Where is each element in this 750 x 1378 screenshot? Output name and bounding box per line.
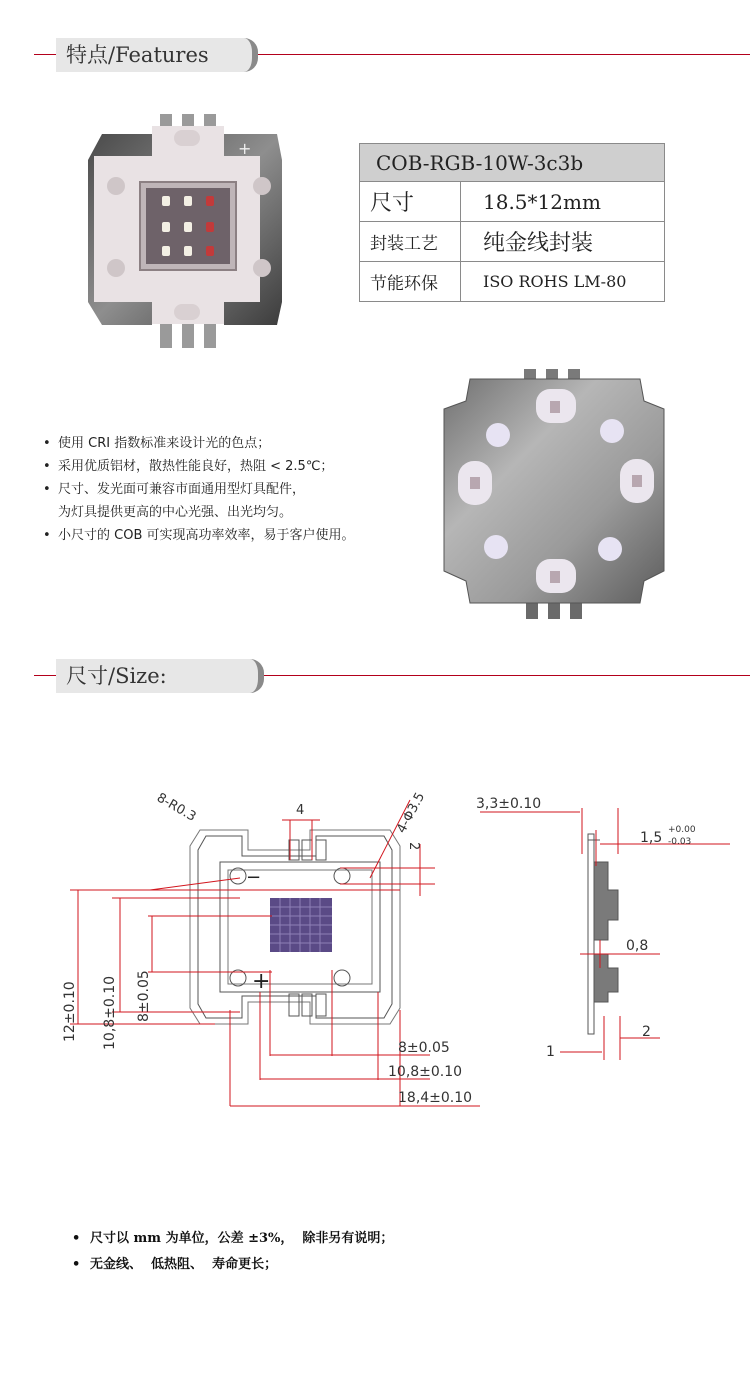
spec-value: 纯金线封装 [461,222,665,262]
feature-item: • 采用优质铝材，散热性能良好，热阻 < 2.5℃； [43,459,334,474]
features-header-line-left [34,54,56,55]
size-header-line-left [34,675,56,676]
dim-08: 0,8 [626,938,649,954]
features-header-line-right [258,54,750,55]
dim-108-horizontal: 10,8±0.10 [388,1064,463,1080]
spec-model: COB-RGB-10W-3c3b [360,144,665,182]
feature-item-continuation: 为灯具提供更高的中心光强、出光均匀。 [58,505,293,520]
svg-text:+: + [238,139,252,158]
dim-8-horizontal: 8±0.05 [398,1040,450,1056]
dim-33: 3,3±0.10 [476,796,542,812]
spec-key: 封装工艺 [360,222,461,262]
size-section-title: 尺寸/Size: [66,664,167,688]
feature-list [40,432,355,547]
product-photo-front [82,110,292,350]
dim-8-vertical: 8±0.05 [136,970,152,1022]
dim-4: 4 [296,803,305,818]
spec-value: ISO ROHS LM-80 [461,262,665,302]
dimension-drawing [40,770,730,1120]
product-photo-back [440,365,670,623]
features-header-tab [56,38,258,72]
note-item: • 尺寸以 mm 为单位，公差 ±3%， 除非另有说明； [72,1231,394,1246]
spec-table [359,143,665,302]
dim-radius: 8-R0.3 [154,790,199,825]
notes-list [72,1226,393,1278]
spec-row-process [360,222,665,262]
minus-sign: − [246,867,262,888]
dim-108-vertical: 10,8±0.10 [102,975,118,1050]
dim-2-side: 2 [642,1024,651,1040]
spec-row-eco [360,262,665,302]
size-header-line-right [264,675,750,676]
features-section-title: 特点/Features [66,43,209,67]
dim-12: 12±0.10 [62,981,78,1042]
spec-row-size [360,182,665,222]
dim-holes: 4-Φ3.5 [394,790,429,836]
dim-15-tol-up: +0.00 [668,825,696,835]
dim-2-top: 2 [406,842,421,851]
size-header-tab [56,659,264,693]
dim-15-tol-down: -0.03 [668,837,692,847]
note-item: • 无金线、 低热阻、 寿命更长； [72,1257,278,1272]
spec-value: 18.5*12mm [461,182,665,222]
dim-1-side: 1 [546,1044,555,1060]
spec-key: 尺寸 [360,182,461,222]
feature-item: • 小尺寸的 COB 可实现高功率效率，易于客户使用。 [43,528,355,543]
plus-sign: + [252,969,271,994]
dim-15: 1,5 [640,830,663,846]
dim-184: 18,4±0.10 [398,1090,473,1106]
spec-key: 节能环保 [360,262,461,302]
feature-item: • 使用 CRI 指数标准来设计光的色点； [43,436,271,451]
feature-item: • 尺寸、发光面可兼容市面通用型灯具配件， 为灯具提供更高的中心光强、出光均匀。 [40,478,355,524]
